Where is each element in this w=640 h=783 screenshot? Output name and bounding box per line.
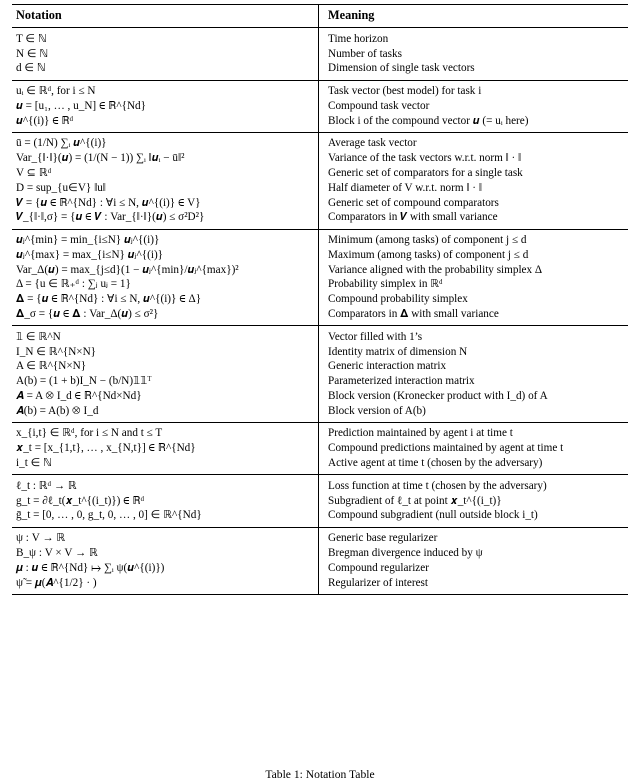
- notation-cell: A ∈ ℝ^{N×N}: [16, 360, 87, 373]
- meaning-cell: Block version (Kronecker product with I_d) of A: [319, 389, 629, 404]
- meaning-cell: Compound regularizer: [319, 561, 629, 576]
- meaning-cell: Loss function at time t (chosen by the adversary): [319, 475, 629, 494]
- notation-cell: ū = (1/N) ∑ᵢ 𝒖^{(i)}: [12, 132, 319, 151]
- table-row: [12, 527, 628, 546]
- notation-cell: A(b) = (1 + b)I_N − (b/N)𝟙𝟙ᵀ: [16, 375, 152, 388]
- notation-cell: V ⊆ ℝᵈ: [16, 166, 52, 179]
- notation-cell: 𝑨(b) = A(b) ⊗ I_d: [16, 404, 99, 417]
- meaning-cell: Generic base regularizer: [319, 527, 629, 546]
- table-row: [12, 561, 628, 576]
- table-header-row: [12, 5, 628, 28]
- meaning-cell: Dimension of single task vectors: [319, 61, 629, 80]
- table-row: [12, 277, 628, 292]
- meaning-cell: Average task vector: [319, 132, 629, 151]
- column-header-notation: Notation: [12, 5, 319, 28]
- table-row: [12, 196, 628, 211]
- meaning-cell: Regularizer of interest: [319, 576, 629, 595]
- table-body: [12, 28, 628, 595]
- table-row: [12, 404, 628, 423]
- notation-cell: 𝒖^{(i)} ∈ ℝᵈ: [16, 114, 74, 127]
- meaning-cell: Generic interaction matrix: [319, 359, 629, 374]
- meaning-cell: Task vector (best model) for task i: [319, 80, 629, 99]
- table-row: [12, 99, 628, 114]
- meaning-cell: Compound task vector: [319, 99, 629, 114]
- notation-cell: g_t = ∂ℓ_t(𝒙_t^{(i_t)}) ∈ ℝᵈ: [16, 494, 145, 507]
- notation-cell: N ∈ ℕ: [16, 47, 49, 60]
- meaning-cell: Variance aligned with the probability simplex Δ: [319, 263, 629, 278]
- table-row: [12, 359, 628, 374]
- notation-cell: 𝚫 = {𝒖 ∈ ℝ^{Nd} : ∀i ≤ N, 𝒖^{(i)} ∈ Δ}: [16, 293, 202, 306]
- notation-cell: 𝟙 ∈ ℝ^N: [12, 326, 319, 345]
- table-row: [12, 456, 628, 475]
- meaning-cell: Probability simplex in ℝᵈ: [319, 277, 629, 292]
- notation-cell: 𝝁 : 𝒖 ∈ ℝ^{Nd} ↦ ∑ᵢ ψ(𝒖^{(i)}): [16, 561, 165, 574]
- table-row: [12, 389, 628, 404]
- notation-cell: ψ̃ = 𝝁(𝑨^{1/2} · ): [12, 576, 319, 595]
- table-row: [12, 248, 628, 263]
- notation-cell: I_N ∈ ℝ^{N×N}: [16, 345, 97, 358]
- meaning-cell: Identity matrix of dimension N: [319, 345, 629, 360]
- meaning-cell: Active agent at time t (chosen by the adversary): [319, 456, 629, 475]
- meaning-cell: Generic set of comparators for a single task: [319, 166, 629, 181]
- table-row: [12, 80, 628, 99]
- meaning-cell: Compound probability simplex: [319, 292, 629, 307]
- table-row: [12, 345, 628, 360]
- notation-cell: x_{i,t} ∈ ℝᵈ, for i ≤ N and t ≤ T: [12, 422, 319, 441]
- notation-cell: D = sup_{u∈V} ‖u‖: [16, 181, 106, 194]
- meaning-cell: Minimum (among tasks) of component j ≤ d: [319, 229, 629, 248]
- meaning-cell: Comparators in 𝑽 with small variance: [319, 210, 629, 229]
- notation-cell: 𝚫_σ = {𝒖 ∈ 𝚫 : Var_Δ(𝒖) ≤ σ²}: [16, 308, 159, 320]
- notation-cell: 𝒖ⱼ^{min} = min_{i≤N} 𝒖ⱼ^{(i)}: [12, 229, 319, 248]
- notation-cell: Δ = {u ∈ ℝ₊ᵈ : ∑ⱼ uⱼ = 1}: [16, 278, 131, 291]
- notation-cell: Var_Δ(𝒖) = max_{j≤d}(1 − 𝒖ⱼ^{min}/𝒖ⱼ^{max})²: [16, 263, 239, 276]
- meaning-cell: Number of tasks: [319, 47, 629, 62]
- table-row: [12, 422, 628, 441]
- notation-cell: ψ : V → ℝ: [12, 527, 319, 546]
- table-row: [12, 166, 628, 181]
- table-row: [12, 374, 628, 389]
- meaning-cell: Half diameter of V w.r.t. norm ‖ · ‖: [319, 181, 629, 196]
- table-row: [12, 263, 628, 278]
- table-row: [12, 181, 628, 196]
- table-row: [12, 114, 628, 133]
- table-row: [12, 292, 628, 307]
- table-row: [12, 47, 628, 62]
- table-row: [12, 508, 628, 527]
- table-row: [12, 151, 628, 166]
- meaning-cell: Prediction maintained by agent i at time t: [319, 422, 629, 441]
- table-row: [12, 307, 628, 326]
- notation-cell: 𝒙_t = [x_{1,t}, … , x_{N,t}] ∈ ℝ^{Nd}: [16, 442, 196, 455]
- table-row: [12, 326, 628, 345]
- table-header: [12, 5, 628, 28]
- table-row: [12, 28, 628, 47]
- notation-table-page: [0, 4, 640, 783]
- meaning-cell: Compound predictions maintained by agent at time t: [319, 441, 629, 456]
- notation-table: [12, 4, 628, 595]
- meaning-cell: Compound subgradient (null outside block i_t): [319, 508, 629, 527]
- notation-cell: Var_{‖·‖}(𝒖) = (1/(N − 1)) ∑ᵢ ‖𝒖ᵢ − ū‖²: [16, 152, 185, 165]
- table-row: [12, 210, 628, 229]
- table-caption: Table 1: Notation Table: [265, 768, 375, 781]
- table-row: [12, 546, 628, 561]
- notation-cell: B_ψ : V × V → ℝ: [16, 546, 98, 559]
- meaning-cell: Block version of A(b): [319, 404, 629, 423]
- table-row: [12, 475, 628, 494]
- meaning-cell: Block i of the compound vector 𝒖 (= uᵢ here): [319, 114, 629, 133]
- notation-cell: ḡ_t = [0, … , 0, g_t, 0, … , 0] ∈ ℝ^{Nd}: [16, 509, 202, 522]
- meaning-cell: Time horizon: [319, 28, 629, 47]
- notation-cell: 𝑽_{‖·‖,σ} = {𝒖 ∈ 𝑽 : Var_{‖·‖}(𝒖) ≤ σ²D²}: [16, 211, 205, 224]
- notation-cell: 𝒖ⱼ^{max} = max_{i≤N} 𝒖ⱼ^{(i)}: [16, 248, 164, 261]
- table-row: [12, 576, 628, 595]
- notation-cell: d ∈ ℕ: [16, 62, 46, 75]
- meaning-cell: Variance of the task vectors w.r.t. norm ‖ · ‖: [319, 151, 629, 166]
- meaning-cell: Vector filled with 1’s: [319, 326, 629, 345]
- notation-cell: 𝑨 = A ⊗ I_d ∈ ℝ^{Nd×Nd}: [16, 389, 142, 402]
- notation-cell: 𝒖 = [u₁, … , u_N] ∈ ℝ^{Nd}: [16, 99, 147, 112]
- notation-cell: T ∈ ℕ: [12, 28, 319, 47]
- meaning-cell: Subgradient of ℓ_t at point 𝒙_t^{(i_t)}: [319, 494, 629, 509]
- table-row: [12, 229, 628, 248]
- meaning-cell: Bregman divergence induced by ψ: [319, 546, 629, 561]
- meaning-cell: Maximum (among tasks) of component j ≤ d: [319, 248, 629, 263]
- notation-cell: 𝑽 = {𝒖 ∈ ℝ^{Nd} : ∀i ≤ N, 𝒖^{(i)} ∈ V}: [16, 196, 201, 209]
- table-row: [12, 494, 628, 509]
- meaning-cell: Parameterized interaction matrix: [319, 374, 629, 389]
- notation-cell: ℓ_t : ℝᵈ → ℝ: [12, 475, 319, 494]
- column-header-meaning: Meaning: [319, 5, 629, 28]
- table-row: [12, 441, 628, 456]
- table-row: [12, 132, 628, 151]
- notation-cell: uᵢ ∈ ℝᵈ, for i ≤ N: [12, 80, 319, 99]
- meaning-cell: Generic set of compound comparators: [319, 196, 629, 211]
- table-row: [12, 61, 628, 80]
- meaning-cell: Comparators in 𝚫 with small variance: [319, 307, 629, 326]
- notation-cell: i_t ∈ ℕ: [16, 457, 53, 470]
